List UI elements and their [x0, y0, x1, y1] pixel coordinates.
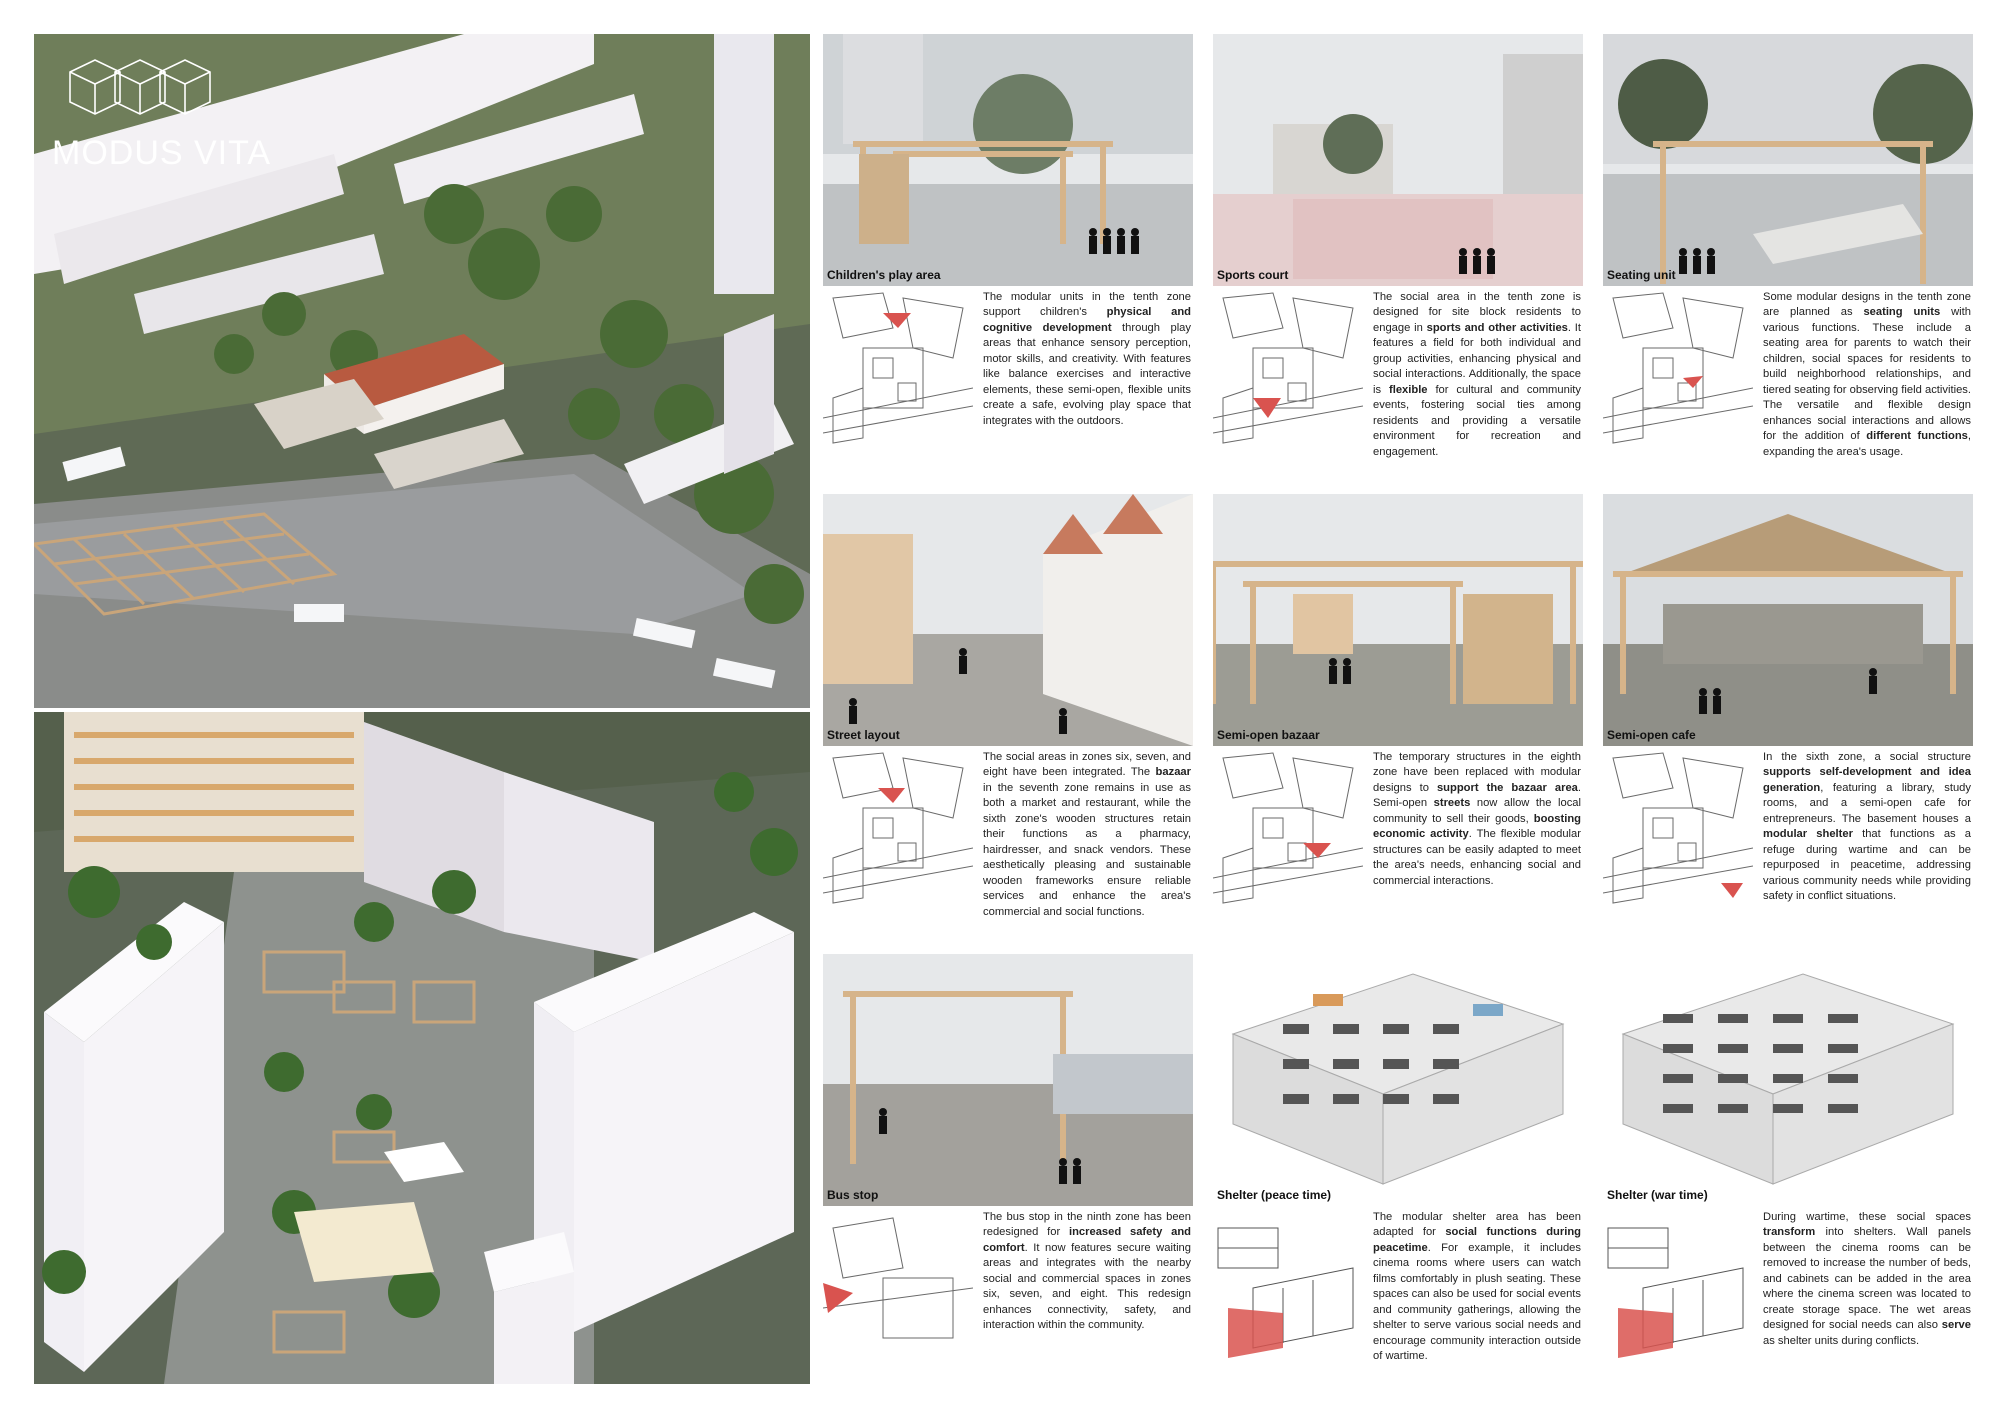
render-image — [823, 494, 1193, 746]
info-card — [1213, 494, 1583, 946]
render-image — [823, 954, 1193, 1206]
card-description — [983, 290, 1191, 429]
card-description — [1763, 750, 1971, 905]
description-text: now allow the local community to sell their goods, — [1373, 797, 1581, 825]
info-card — [1603, 494, 1973, 946]
card-description — [1373, 750, 1581, 889]
description-text: that functions as a refuge during wartime and can be repurposed in peacetime, addressing various community needs while providing safety in conflict situations. — [1763, 828, 1971, 903]
description-emphasis: different functions — [1866, 430, 1968, 443]
description-emphasis: seating units — [1863, 306, 1941, 319]
info-card — [1213, 954, 1583, 1406]
description-text: with various functions. These include a seating area for parents to watch their children, social spaces for residents to build neighborhood relationships, and tiered seating for observing field activities. The versatile and flexible design enhances social interactions and allows for the addition of — [1763, 306, 1971, 443]
logo-text: MODUS VITA — [52, 134, 272, 172]
description-text: The bus stop in the ninth zone has been redesigned for — [983, 1211, 1191, 1239]
description-emphasis: flexible — [1388, 383, 1428, 396]
description-text: The temporary structures in the eighth zone have been replaced with modular designs to — [1373, 751, 1581, 794]
description-text: In the sixth zone, a social structure — [1763, 751, 1971, 763]
description-text: as shelter units during conflicts. — [1763, 1334, 1920, 1347]
description-text: in the seventh zone remains in use as both a market and restaurant, while the sixth zone's wooden structures retain their functions as a pharmacy, hairdresser, and snack vendors. These aesthetically pleasing and sustainable wooden frameworks ensure reliable services and enhance the area's commercial and social functions. — [983, 781, 1191, 918]
description-emphasis: supports self-development and idea generation — [1763, 766, 1971, 794]
site-plan-diagram — [1603, 1208, 1753, 1368]
description-text: The modular units in the tenth zone support children's — [983, 291, 1191, 319]
card-description — [1763, 290, 1971, 460]
description-emphasis: boosting economic activity — [1373, 812, 1581, 841]
info-card — [823, 494, 1193, 946]
card-caption: Seating unit — [1607, 268, 1676, 282]
site-plan-diagram — [1603, 288, 1753, 448]
description-text: The modular shelter area has been adapted for — [1373, 1211, 1581, 1239]
render-image — [1213, 34, 1583, 286]
description-emphasis: social functions during peacetime — [1373, 1226, 1581, 1254]
site-plan-diagram — [1213, 748, 1363, 908]
render-image — [1603, 494, 1973, 746]
render-image — [823, 34, 1193, 286]
description-text: Some modular designs in the tenth zone are planned as — [1763, 291, 1971, 319]
render-image — [1213, 954, 1583, 1206]
description-text: . Semi-open — [1373, 781, 1581, 810]
site-plan-diagram — [823, 1208, 973, 1368]
site-plan-diagram — [1213, 288, 1363, 448]
aerial-render-bottom — [34, 712, 810, 1384]
card-description — [1763, 1210, 1971, 1349]
description-text: . The flexible modular structures can be easily adapted to meet the area's needs, enhancing social and commercial interactions. — [1373, 828, 1581, 887]
description-emphasis: increased safety and comfort — [983, 1226, 1191, 1254]
description-emphasis: serve — [1941, 1319, 1971, 1332]
card-caption: Children's play area — [827, 268, 941, 282]
description-text: . It features a field for both individual and group activities, enhancing physical and social interactions. Additionally, the space is — [1373, 321, 1581, 396]
site-plan-diagram — [1213, 1208, 1363, 1368]
info-card — [1603, 34, 1973, 486]
description-text: The social areas in zones six, seven, and eight have been integrated. The — [983, 751, 1191, 779]
description-emphasis: streets — [1433, 797, 1471, 810]
description-text: for cultural and community events, fostering social ties among residents and providing a versatile environment for recreation and engagement. — [1373, 383, 1582, 458]
card-caption: Bus stop — [827, 1188, 879, 1202]
card-caption: Semi-open cafe — [1607, 728, 1696, 742]
description-emphasis: bazaar — [1155, 766, 1191, 779]
render-image — [1603, 954, 1973, 1206]
description-emphasis: support the bazaar area — [1436, 781, 1578, 794]
description-text: The social area in the tenth zone is designed for site block residents to engage in — [1373, 291, 1581, 334]
modus-vita-logo-icon — [50, 52, 225, 132]
info-card — [1213, 34, 1583, 486]
description-text: . For example, it includes cinema rooms where users can watch films comfortably in plush seating. These spaces can also be used for social events and community gatherings, allowing the shelter to serve various social needs and encourage community interaction outside of wartime. — [1373, 1241, 1581, 1363]
card-description — [1373, 1210, 1581, 1365]
description-emphasis: modular shelter — [1763, 828, 1853, 841]
description-text: . It now features secure waiting areas and integrates with the nearby social and commercial spaces in zones six, seven, and eight. This redesign enhances connectivity, safety, and interaction within the community. — [983, 1241, 1191, 1332]
description-text: into shelters. Wall panels between the cinema rooms can be removed to increase the number of beds, and cabinets can be added in the area where the cinema screen was located to create storage space. The wet areas designed for social needs can also — [1763, 1226, 1971, 1332]
description-text: , featuring a library, study rooms, and a semi-open cafe for entrepreneurs. The basement houses a — [1763, 781, 1971, 825]
card-description — [1373, 290, 1581, 460]
description-emphasis: sports and other activities — [1426, 321, 1568, 334]
description-text: through play areas that enhance sensory perception, motor skills, and creativity. With features like balance exercises and interactive elements, these semi-open, flexible units create a safe, evolving play space that integrates with the outdoors. — [983, 321, 1191, 427]
card-caption: Semi-open bazaar — [1217, 728, 1320, 742]
description-text: During wartime, these social spaces — [1763, 1211, 1971, 1223]
site-plan-diagram — [1603, 748, 1753, 908]
card-caption: Shelter (war time) — [1607, 1188, 1708, 1202]
card-caption: Street layout — [827, 728, 900, 742]
card-caption: Shelter (peace time) — [1217, 1188, 1332, 1202]
site-plan-diagram — [823, 288, 973, 448]
card-description — [983, 750, 1191, 920]
description-emphasis: transform — [1763, 1226, 1816, 1239]
render-image — [1603, 34, 1973, 286]
description-emphasis: physical and cognitive development — [983, 306, 1191, 334]
site-plan-diagram — [823, 748, 973, 908]
info-card — [823, 34, 1193, 486]
card-caption: Sports court — [1217, 268, 1289, 282]
description-text: , expanding the area's usage. — [1763, 430, 1971, 458]
card-description — [983, 1210, 1191, 1334]
aerial-render-top — [34, 34, 810, 708]
info-card — [1603, 954, 1973, 1406]
render-image — [1213, 494, 1583, 746]
info-card — [823, 954, 1193, 1406]
